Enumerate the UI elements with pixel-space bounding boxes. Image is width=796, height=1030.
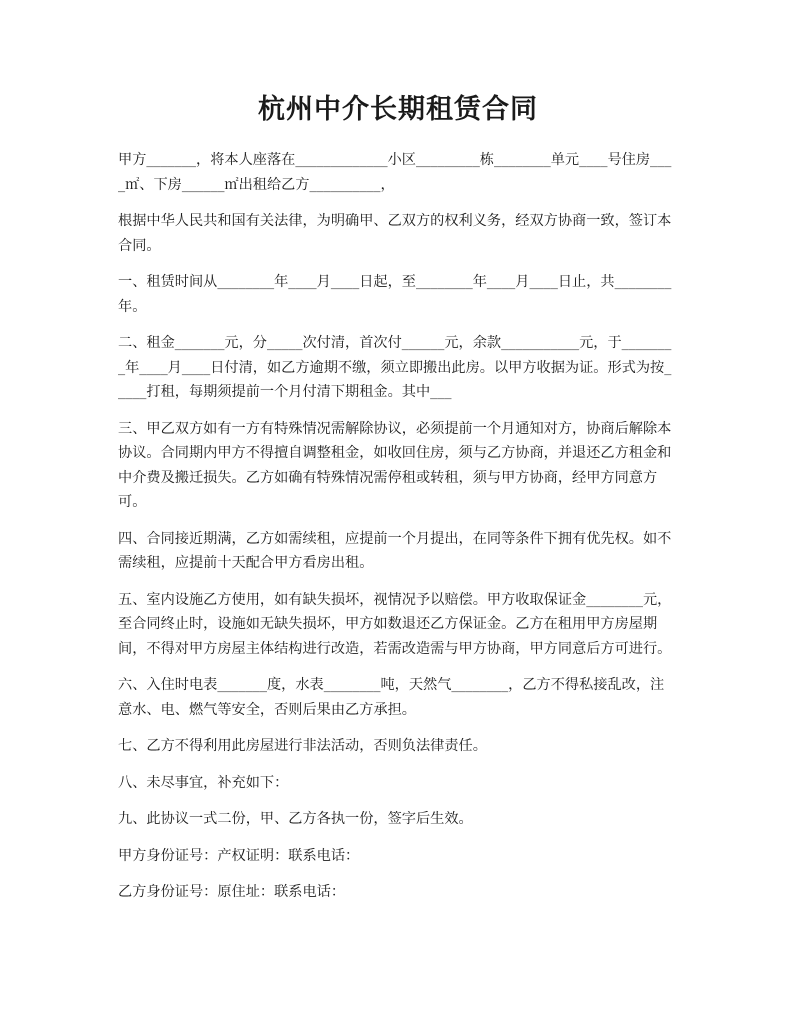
clause-7-illegal-activity: 七、乙方不得利用此房屋进行非法活动，否则负法律责任。	[118, 738, 487, 754]
clause-9-copies: 九、此协议一式二份，甲、乙方各执一份，签字后生效。	[118, 811, 473, 827]
paragraph-legal-basis: 根据中华人民共和国有关法律，为明确甲、乙双方的权利义务，经双方协商一致，签订本合同。	[118, 213, 672, 254]
document-title: 杭州中介长期租赁合同	[258, 94, 538, 125]
clause-1-lease-term: 一、租赁时间从________年____月____日起，至________年____月____日止，共________年。	[118, 274, 672, 315]
clause-4-renewal: 四、合同接近期满，乙方如需续租，应提前一个月提出，在同等条件下拥有优先权。如不需续租，应提前十天配合甲方看房出租。	[118, 530, 672, 571]
document-body	[118, 148, 676, 917]
party-b-info: 乙方身份证号：原住址：联系电话：	[118, 884, 346, 900]
party-a-info: 甲方身份证号：产权证明：联系电话：	[118, 847, 360, 864]
clause-2-rent: 二、租金_______元，分_____次付清，首次付______元，余款___________元，于________年____月____日付清，如乙方逾期不缴，须立即搬出此房。以甲方收据为证。形式为按_____打租，每期须提前一个月付清下期租金。其中___	[118, 335, 672, 400]
paragraph-parties: 甲方_______，将本人座落在_____________小区_________栋________单元____号住房____㎡、下房______㎡出租给乙方__________，	[118, 152, 672, 193]
clause-5-deposit: 五、室内设施乙方使用，如有缺失损坏，视情况予以赔偿。甲方收取保证金________元，至合同终止时，设施如无缺失损坏，甲方如数退还乙方保证金。乙方在租用甲方房屋期间，不得对甲方房屋主体结构进行改造，若需改造需与甲方协商，甲方同意后方可进行。	[118, 591, 672, 657]
clause-6-utilities: 六、入住时电表_______度，水表________吨，天然气________，乙方不得私接乱改，注意水、电、燃气等安全，否则后果由乙方承担。	[118, 677, 665, 718]
clause-8-supplement: 八、未尽事宜，补充如下：	[118, 774, 289, 791]
clause-3-termination: 三、甲乙双方如有一方有特殊情况需解除协议，必须提前一个月通知对方，协商后解除本协议。合同期内甲方不得擅自调整租金，如收回住房，须与乙方协商，并退还乙方租金和中介费及搬迁损失。乙方如确有特殊情况需停租或转租，须与甲方协商，经甲方同意方可。	[118, 420, 672, 510]
